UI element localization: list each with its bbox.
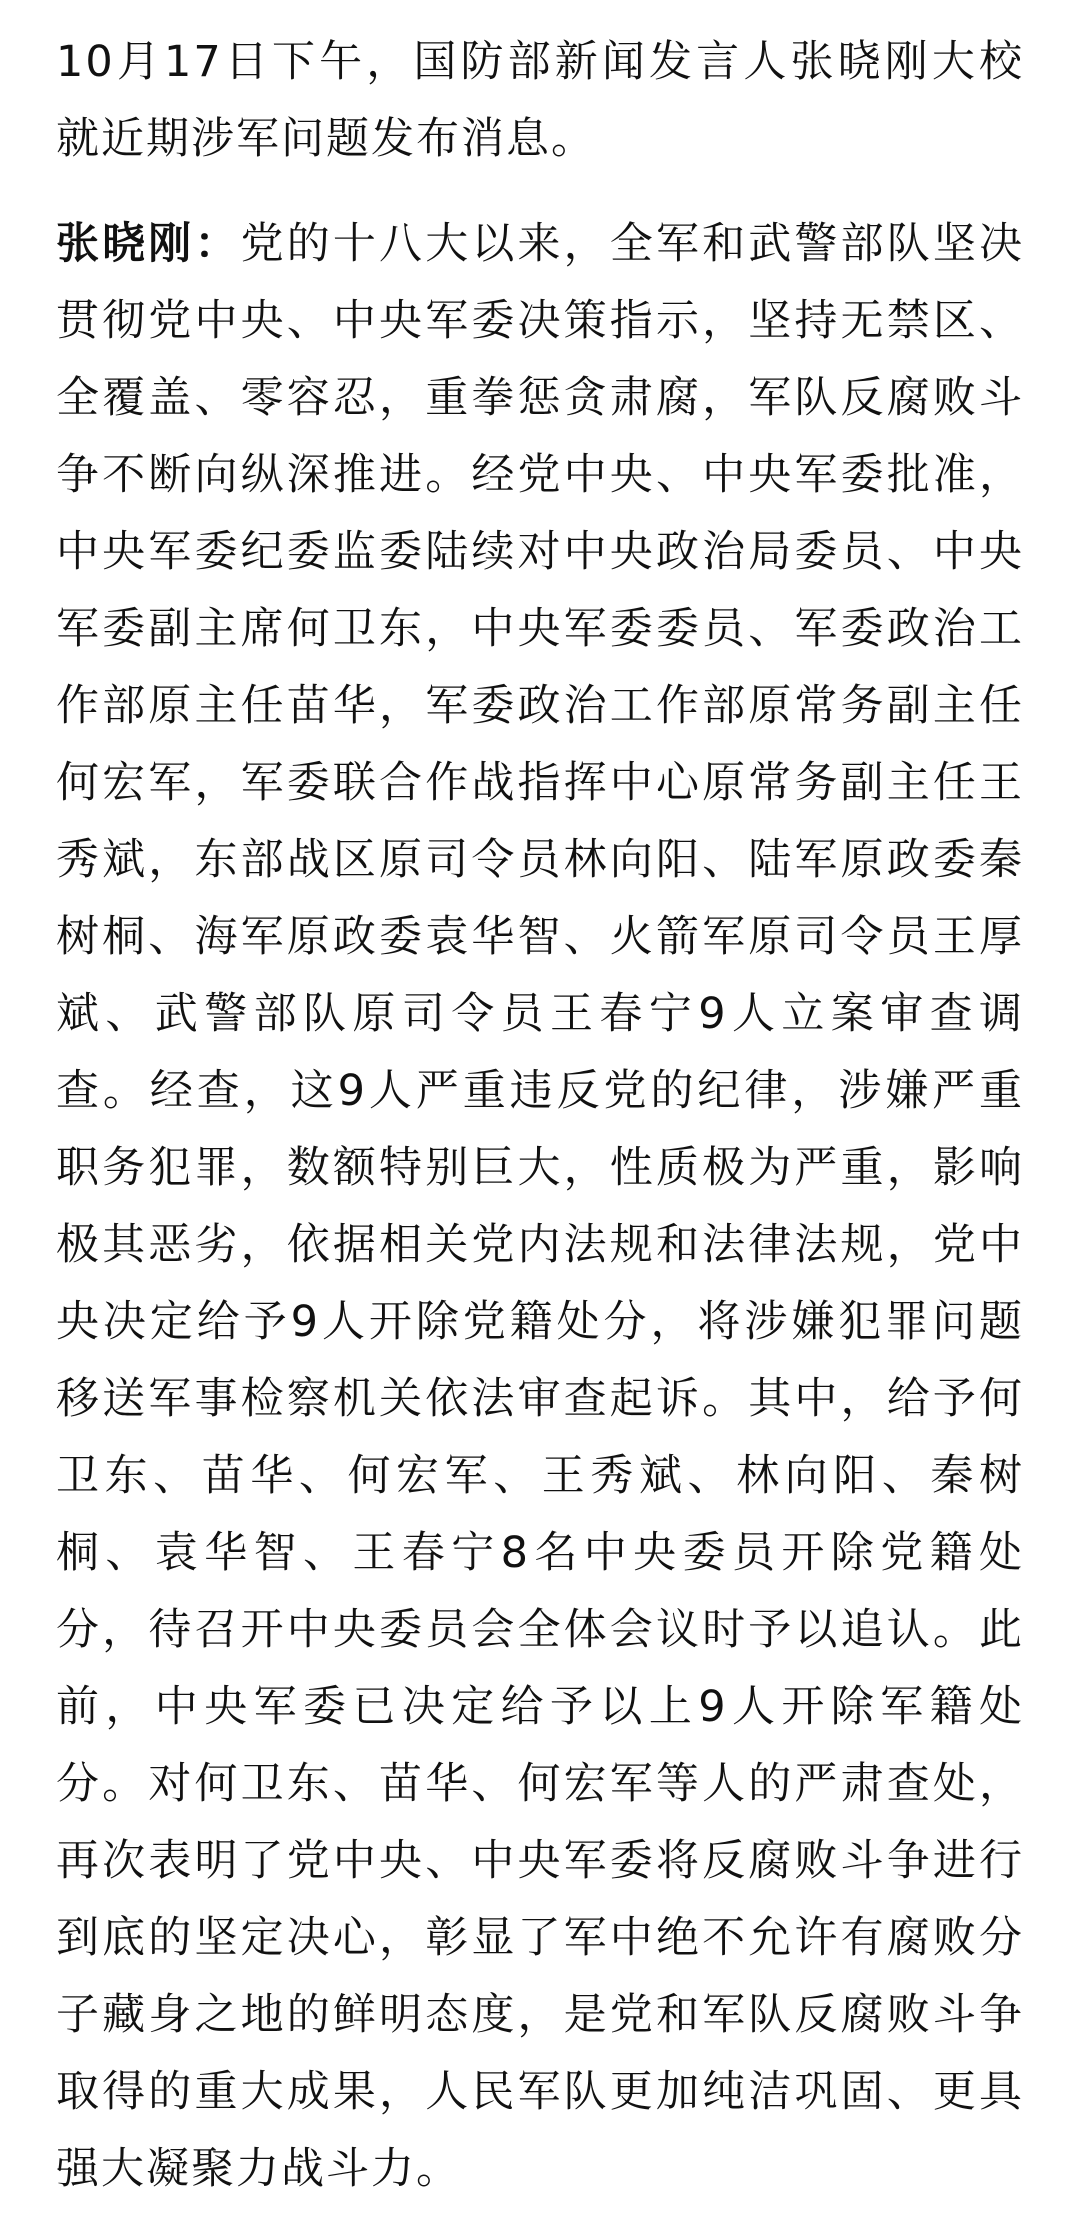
statement-text: 党的十八大以来，全军和武警部队坚决贯彻党中央、中央军委决策指示，坚持无禁区、全覆盖、零容忍，重拳惩贪肃腐，军队反腐败斗争不断向纵深推进。经党中央、中央军委批准，中央军委纪委监委陆续对中央政治局委员、中央军委副主席何卫东，中央军委委员、军委政治工作部原主任苗华，军委政治工作部原常务副主任何宏军，军委联合作战指挥中心原常务副主任王秀斌，东部战区原司令员林向阳、陆军原政委秦树桐、海军原政委袁华智、火箭军原司令员王厚斌、武警部队原司令员王春宁9人立案审查调查。经查，这9人严重违反党的纪律，涉嫌严重职务犯罪，数额特别巨大，性质极为严重，影响极其恶劣，依据相关党内法规和法律法规，党中央决定给予9人开除党籍处分，将涉嫌犯罪问题移送军事检察机关依法审查起诉。其中，给予何卫东、苗华、何宏军、王秀斌、林向阳、秦树桐、袁华智、王春宁8名中央委员开除党籍处分，待召开中央委员会全体会议时予以追认。此前，中央军委已决定给予以上9人开除军籍处分。对何卫东、苗华、何宏军等人的严肃查处，再次表明了党中央、中央军委将反腐败斗争进行到底的坚定决心，彰显了军中绝不允许有腐败分子藏身之地的鲜明态度，是党和军队反腐败斗争取得的重大成果，人民军队更加纯洁巩固、更具强大凝聚力战斗力。 [56,219,1025,2194]
intro-paragraph: 10月17日下午，国防部新闻发言人张晓刚大校就近期涉军问题发布消息。 [56,37,1024,164]
speaker-name: 张晓刚： [56,219,241,269]
statement-paragraph [56,206,1024,2208]
article-body [56,24,1024,2208]
